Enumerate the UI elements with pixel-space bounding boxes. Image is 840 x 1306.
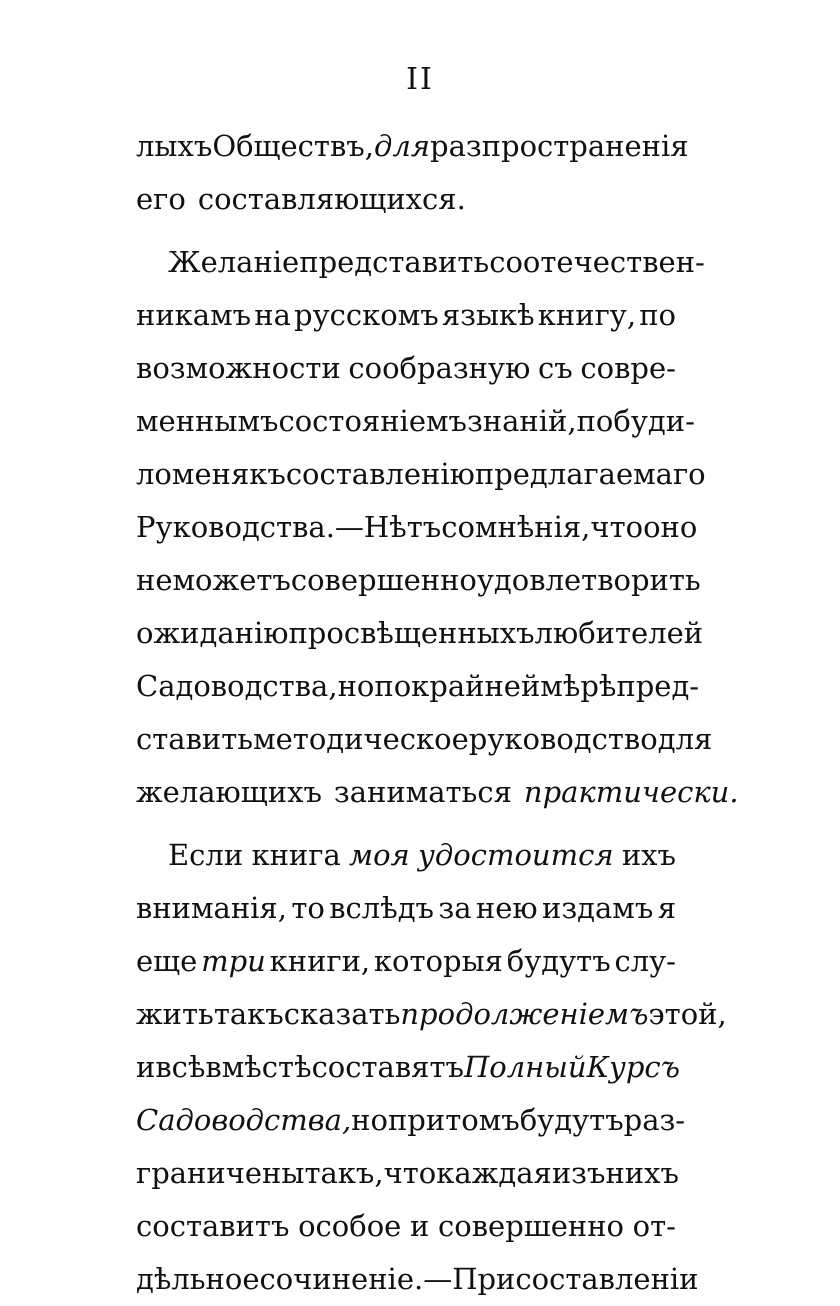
word: методическое [253, 722, 469, 756]
word: но [337, 669, 375, 703]
word: дѣльное [136, 1262, 260, 1296]
word: составитъ [136, 1209, 290, 1243]
text-line [136, 935, 676, 988]
word: ло [136, 457, 172, 491]
word: что [590, 510, 644, 544]
word: знаній, [466, 404, 577, 438]
word: за [438, 891, 472, 925]
word: книгу, [537, 298, 637, 332]
text-line [136, 342, 676, 395]
word: которыя [373, 944, 503, 978]
word: для [657, 722, 713, 756]
word: составляющихся. [197, 182, 466, 216]
word: мѣрѣ [540, 669, 617, 703]
word: Если [168, 838, 244, 872]
text-line [136, 829, 676, 882]
word: но [351, 1103, 388, 1137]
word: заниматься [333, 775, 512, 809]
word: Желаніе [168, 245, 300, 279]
word: не [136, 563, 173, 597]
word: совре- [580, 351, 676, 385]
word: граничены [136, 1156, 305, 1190]
word: книга [251, 838, 341, 872]
word: съ [538, 351, 573, 385]
word: для [373, 129, 430, 163]
word: составятъ [311, 1050, 464, 1084]
text-line [136, 289, 676, 342]
text-line [136, 660, 700, 713]
word: изъ [551, 1156, 606, 1190]
word: вниманія, [136, 891, 287, 925]
word: от- [632, 1209, 676, 1243]
word: пред- [616, 669, 700, 703]
word: Полный [463, 1050, 587, 1084]
word: практически. [523, 775, 739, 809]
word: соотечествен- [489, 245, 705, 279]
word: представить [299, 245, 490, 279]
text-line [136, 173, 676, 226]
text-line [136, 766, 739, 819]
word: удовлетворить [476, 563, 701, 597]
word: къ [249, 457, 286, 491]
word: просвѣщенныхъ [288, 616, 535, 650]
text-line [136, 448, 706, 501]
text-line [136, 713, 713, 766]
word: и [136, 1050, 156, 1084]
word: меннымъ [136, 404, 279, 438]
text-line [136, 395, 695, 448]
word: разпространенія [430, 129, 689, 163]
word: возможности [136, 351, 341, 385]
word: еще [136, 944, 198, 978]
word: притомъ [387, 1103, 520, 1137]
body-text [136, 120, 739, 1306]
word: сочиненіе.—При [259, 1262, 516, 1296]
word: сообразную [348, 351, 531, 385]
word: побуди- [576, 404, 695, 438]
word: любителей [534, 616, 704, 650]
word: слу- [614, 944, 676, 978]
text-line [136, 1253, 699, 1306]
word: Садоводства, [136, 669, 338, 703]
word: руководство [468, 722, 658, 756]
word: ихъ [621, 838, 676, 872]
word: вмѣстѣ [205, 1050, 312, 1084]
word: удостоится [418, 838, 614, 872]
word: языкѣ [441, 298, 535, 332]
word: нихъ [605, 1156, 679, 1190]
word: Обществъ, [212, 129, 374, 163]
text-line [136, 501, 698, 554]
text-line [136, 1041, 680, 1094]
text-line [136, 1200, 676, 1253]
text-line [136, 236, 705, 289]
word: такъ [213, 997, 284, 1031]
word: составленію [285, 457, 475, 491]
word: совершенно [290, 563, 477, 597]
word: на [254, 298, 291, 332]
word: что [383, 1156, 437, 1190]
word: ставить [136, 722, 254, 756]
word: совершенно [438, 1209, 624, 1243]
word: Курсъ [586, 1050, 680, 1084]
word: нею [475, 891, 538, 925]
word: его [136, 182, 186, 216]
word: раз- [623, 1103, 686, 1137]
word: покрайней [374, 669, 541, 703]
word: книги, [269, 944, 371, 978]
word: особое [298, 1209, 402, 1243]
word: лыхъ [136, 129, 213, 163]
word: меня [171, 457, 250, 491]
word: всѣ [155, 1050, 206, 1084]
word: сказать [283, 997, 401, 1031]
text-line [136, 1147, 679, 1200]
word: вслѣдъ [329, 891, 435, 925]
word: ожиданію [136, 616, 289, 650]
word: и [410, 1209, 430, 1243]
word: сомнѣнія, [441, 510, 591, 544]
word: можетъ [172, 563, 291, 597]
word: то [291, 891, 325, 925]
word: Руководства.—Нѣтъ [136, 510, 442, 544]
text-line [136, 607, 704, 660]
word: моя [349, 838, 410, 872]
word: будутъ [506, 944, 611, 978]
text-line [136, 120, 689, 173]
word: оно [643, 510, 698, 544]
word: предлагаемаго [474, 457, 706, 491]
word: издамъ [542, 891, 654, 925]
word: составленіи [515, 1262, 699, 1296]
word: три [201, 944, 266, 978]
word: будутъ [519, 1103, 624, 1137]
word: такъ, [304, 1156, 384, 1190]
text-line [136, 554, 701, 607]
word: Садоводства, [136, 1103, 352, 1137]
word: жить [136, 997, 214, 1031]
word: продолженіемъ [400, 997, 649, 1031]
word: желающихъ [136, 775, 322, 809]
word: каждая [436, 1156, 552, 1190]
word: я [657, 891, 676, 925]
word: состояніемъ [278, 404, 467, 438]
text-line [136, 882, 676, 935]
word: русскомъ [294, 298, 439, 332]
text-line [136, 1094, 686, 1147]
word: по [639, 298, 676, 332]
page-number: II [406, 62, 434, 97]
word: этой, [648, 997, 727, 1031]
word: никамъ [136, 298, 252, 332]
text-line [136, 988, 727, 1041]
